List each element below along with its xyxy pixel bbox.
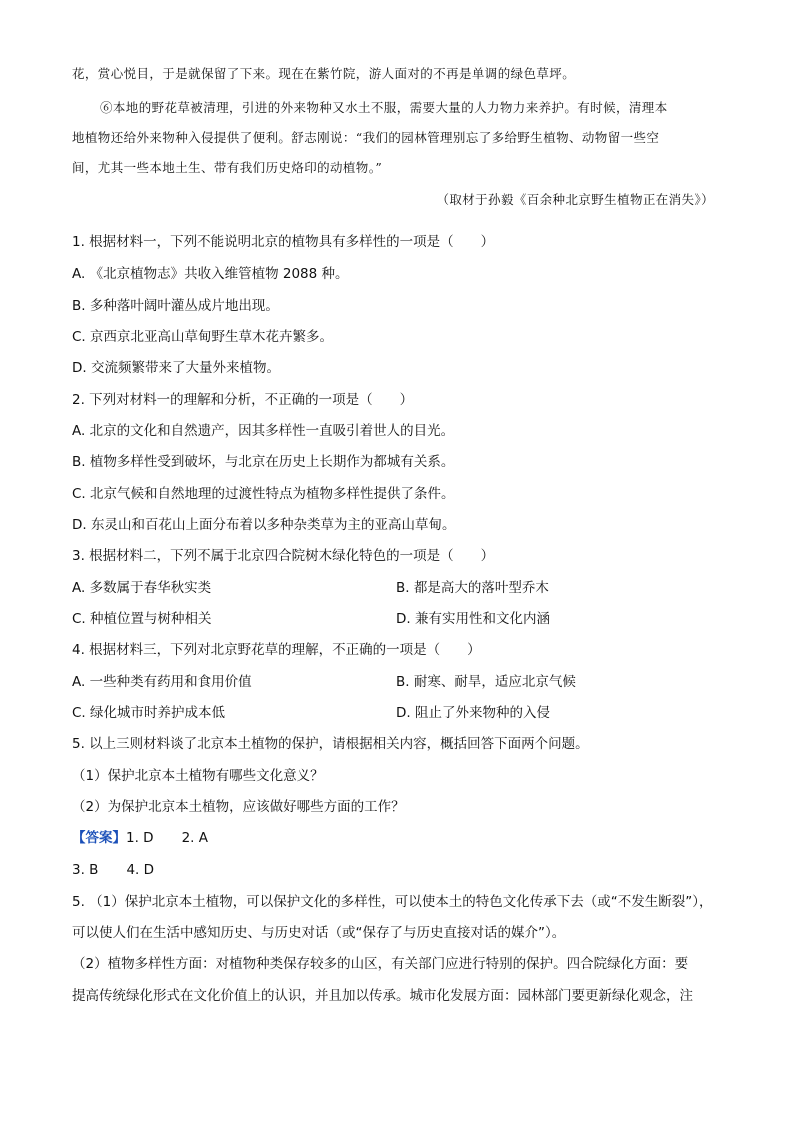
passage-line-1: 花，赏心悦目，于是就保留了下来。现在在紫竹院，游人面对的不再是单调的绿色草坪。 <box>72 66 576 81</box>
q3-option-a: A. 多数属于春华秋实类 <box>72 580 212 596</box>
answer-5-line-3: （2）植物多样性方面：对植物种类保存较多的山区，有关部门应进行特别的保护。四合院绿化方面：要 <box>72 956 689 972</box>
q4-option-c: C. 绿化城市时养护成本低 <box>72 705 226 721</box>
q4-stem: 4. 根据材料三，下列对北京野花草的理解，不正确的一项是（ ） <box>72 642 481 658</box>
passage-line-3: 地植物还给外来物种入侵提供了便利。舒志刚说：“我们的园林管理别忘了多给野生植物、动物留一些空 <box>72 130 660 145</box>
q3-option-b: B. 都是高大的落叶型乔木 <box>396 580 549 596</box>
q4-option-a: A. 一些种类有药用和食用价值 <box>72 674 252 690</box>
q2-option-b: B. 植物多样性受到破坏，与北京在历史上长期作为都城有关系。 <box>72 454 455 470</box>
passage-line-2: ⑥本地的野花草被清理，引进的外来物种又水土不服，需要大量的人力物力来养护。有时候，清理本 <box>100 100 668 115</box>
passage-line-4: 间，尤其一些本地土生、带有我们历史烙印的动植物。” <box>72 160 383 175</box>
q1-stem: 1. 根据材料一，下列不能说明北京的植物具有多样性的一项是（ ） <box>72 234 495 250</box>
q3-stem: 3. 根据材料二，下列不属于北京四合院树木绿化特色的一项是（ ） <box>72 548 495 564</box>
answer-5-line-2: 可以使人们在生活中感知历史、与历史对话（或“保存了与历史直接对话的媒介”）。 <box>72 925 566 941</box>
passage-source: （取材于孙毅《百余种北京野生植物正在消失》） <box>436 192 714 207</box>
q1-option-b: B. 多种落叶阔叶灌丛成片地出现。 <box>72 298 279 314</box>
q1-option-d: D. 交流频繁带来了大量外来植物。 <box>72 360 280 376</box>
answer-row-2 <box>72 860 722 880</box>
answer-5-line-1: 5. （1）保护北京本土植物，可以保护文化的多样性，可以使本土的特色文化传承下去（或“不发生断裂”）， <box>72 894 713 910</box>
q2-stem: 2. 下列对材料一的理解和分析，不正确的一项是（ ） <box>72 392 414 408</box>
q3-options-row-1 <box>72 578 722 598</box>
answer-3: 3. B <box>72 862 99 878</box>
q4-options-row-2 <box>72 703 722 723</box>
q5-sub-2: （2）为保护北京本土植物，应该做好哪些方面的工作？ <box>72 799 405 815</box>
q2-option-a: A. 北京的文化和自然遗产，因其多样性一直吸引着世人的目光。 <box>72 423 455 439</box>
q1-option-a: A. 《北京植物志》共收入维管植物 2088 种。 <box>72 266 349 282</box>
answer-row-1 <box>72 828 722 848</box>
answer-5-line-4: 提高传统绿化形式在文化价值上的认识，并且加以传承。城市化发展方面：园林部门要更新绿化观念，注 <box>72 988 693 1004</box>
q1-option-c: C. 京西京北亚高山草甸野生草木花卉繁多。 <box>72 329 334 345</box>
answer-2: 2. A <box>181 830 208 846</box>
q3-option-d: D. 兼有实用性和文化内涵 <box>396 611 550 627</box>
q5-stem: 5. 以上三则材料谈了北京本土植物的保护，请根据相关内容，概括回答下面两个问题。 <box>72 736 589 752</box>
q3-option-c: C. 种植位置与树种相关 <box>72 611 212 627</box>
q4-option-b: B. 耐寒、耐旱，适应北京气候 <box>396 674 576 690</box>
answer-tag: 【答案】 <box>72 830 126 846</box>
q3-options-row-2 <box>72 609 722 629</box>
q4-options-row-1 <box>72 672 722 692</box>
q4-option-d: D. 阻止了外来物种的入侵 <box>396 705 550 721</box>
q2-option-d: D. 东灵山和百花山上面分布着以多种杂类草为主的亚高山草甸。 <box>72 517 456 533</box>
q5-sub-1: （1）保护北京本土植物有哪些文化意义？ <box>72 768 324 784</box>
answer-1: 1. D <box>126 830 154 846</box>
answer-4: 4. D <box>126 862 155 878</box>
q2-option-c: C. 北京气候和自然地理的过渡性特点为植物多样性提供了条件。 <box>72 486 455 502</box>
